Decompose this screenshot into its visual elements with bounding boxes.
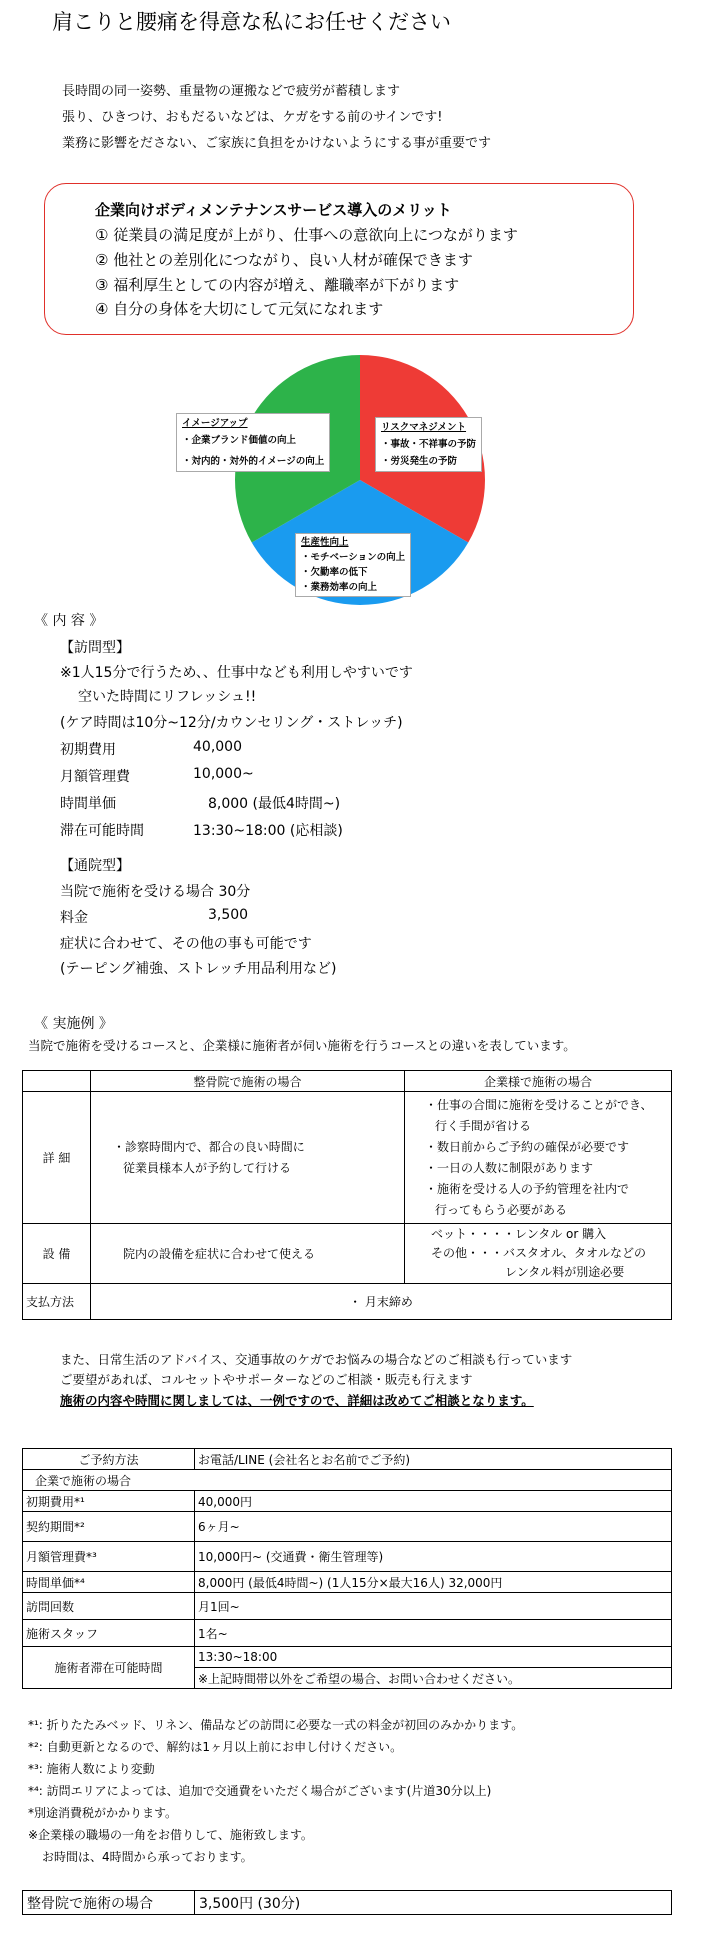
- benefit-pie: [170, 355, 490, 605]
- price-section-label: 企業で施術の場合: [23, 1470, 672, 1491]
- visit-row-label-1: 初期費用: [60, 742, 116, 758]
- price-value-5: 月1回~: [195, 1593, 672, 1620]
- visit-row-label-4: 滞在可能時間: [60, 823, 144, 839]
- pie-productivity-item-1: ・モチベーションの向上: [301, 552, 406, 563]
- price-value-6: 1名~: [195, 1620, 672, 1647]
- pie-label-productivity: [295, 533, 411, 597]
- equipment-company-line-3: レンタル料が別途必要: [505, 1265, 625, 1279]
- pie-risk-item-2: ・労災発生の予防: [381, 456, 458, 467]
- price-label-2: 契約期間*²: [23, 1512, 195, 1542]
- visit-heading: 【訪問型】: [60, 640, 130, 656]
- footnote-7: お時間は、4時間から承っております。: [42, 1850, 253, 1864]
- visit-row-value-3: 8,000 (最低4時間~): [208, 796, 341, 812]
- price-label-4: 時間単価*⁴: [23, 1572, 195, 1593]
- note-mid-1: また、日常生活のアドバイス、交通事故のケガでお悩みの場合などのご相談も行っています: [60, 1352, 573, 1367]
- detail-clinic-cell: [91, 1092, 405, 1224]
- price-value-1: 40,000円: [195, 1491, 672, 1512]
- pie-risk-title: リスクマネジメント: [381, 422, 467, 433]
- visit-row-value-1: 40,000: [193, 739, 242, 755]
- clinic-line-2: 症状に合わせて、その他の事も可能です: [60, 936, 312, 952]
- footnote-1: *¹: 折りたたみベッド、リネン、備品などの訪問に必要な一式の料金が初回のみかかります。: [28, 1718, 524, 1732]
- detail-company-line-4: ・一日の人数に制限があります: [425, 1160, 594, 1175]
- pie-productivity-item-2: ・欠勤率の低下: [301, 567, 368, 578]
- implementation-table: [22, 1070, 672, 1320]
- pie-risk-item-1: ・事故・不祥事の予防: [381, 439, 477, 450]
- detail-clinic-line-2: 従業員様本人が予約して行ける: [123, 1160, 292, 1175]
- pie-image-title: イメージアップ: [182, 418, 248, 429]
- price-value-3: 10,000円~ (交通費・衛生管理等): [195, 1542, 672, 1572]
- row-payment-label: 支払方法: [23, 1284, 91, 1320]
- content-heading: 《 内 容 》: [34, 613, 104, 629]
- price-label-3: 月額管理費*³: [23, 1542, 195, 1572]
- col-clinic-header: 整骨院で施術の場合: [91, 1071, 405, 1092]
- footnote-5: *別途消費税がかかります。: [28, 1806, 178, 1820]
- clinic-fee-value: 3,500: [208, 907, 249, 923]
- merit-title: 企業向けボディメンテナンスサービス導入のメリット: [95, 201, 452, 219]
- detail-company-line-1: ・仕事の合間に施術を受けることができ、: [425, 1097, 653, 1112]
- price-value-4: 8,000円 (最低4時間~) (1人15分×最大16人) 32,000円: [195, 1572, 672, 1593]
- equipment-company-line-2: その他・・・バスタオル、タオルなどの: [431, 1246, 647, 1260]
- example-desc: 当院で施術を受けるコースと、企業様に施術者が伺い施術を行うコースとの違いを表しています。: [28, 1038, 576, 1053]
- row-detail-label: 詳 細: [23, 1092, 91, 1224]
- pie-image-item-1: ・企業ブランド価値の向上: [182, 435, 297, 446]
- col-company-header: 企業様で施術の場合: [405, 1071, 672, 1092]
- visit-row-value-4: 13:30~18:00 (応相談): [193, 823, 343, 839]
- visit-line-3: (ケア時間は10分~12分/カウンセリング・ストレッチ): [60, 715, 403, 731]
- equipment-clinic-cell: 院内の設備を症状に合わせて使える: [91, 1224, 405, 1284]
- table-corner: [23, 1071, 91, 1092]
- detail-company-cell: [405, 1092, 672, 1224]
- price-label-6: 施術スタッフ: [23, 1620, 195, 1647]
- merit-item-2: ② 他社との差別化につながり、良い人材が確保できます: [95, 251, 473, 269]
- pie-label-risk: [375, 417, 482, 472]
- note-mid-3: 施術の内容や時間に関しましては、一例ですので、詳細は改めてご相談となります。: [60, 1393, 534, 1408]
- reserve-value: お電話/LINE (会社名とお名前でご予約): [195, 1449, 672, 1470]
- visit-line-1: ※1人15分で行うため、、仕事中なども利用しやすいです: [60, 665, 413, 681]
- note-mid-2: ご要望があれば、コルセットやサポーターなどのご相談・販売も行えます: [60, 1372, 473, 1387]
- detail-company-line-5: ・施術を受ける人の予約管理を社内で: [425, 1181, 630, 1196]
- stay-note: ※上記時間帯以外をご希望の場合、お問い合わせください。: [195, 1668, 672, 1689]
- price-value-2: 6ヶ月~: [195, 1512, 672, 1542]
- clinic-heading: 【通院型】: [60, 858, 130, 874]
- stay-label: 施術者滞在可能時間: [23, 1647, 195, 1689]
- page-title: 肩こりと腰痛を得意な私にお任せください: [52, 10, 451, 34]
- price-label-1: 初期費用*¹: [23, 1491, 195, 1512]
- intro-line-1: 長時間の同一姿勢、重量物の運搬などで疲労が蓄積します: [62, 84, 401, 99]
- price-table: [22, 1448, 672, 1689]
- visit-row-label-2: 月額管理費: [60, 769, 130, 785]
- example-heading: 《 実施例 》: [34, 1016, 113, 1032]
- detail-company-line-3: ・数日前からご予約の確保が必要です: [425, 1139, 630, 1154]
- pie-image-item-2: ・対内的・対外的イメージの向上: [182, 456, 325, 467]
- payment-cell: ・ 月末締め: [91, 1284, 672, 1320]
- detail-company-line-2: 行く手間が省ける: [435, 1118, 532, 1133]
- clinic-price-label: 整骨院で施術の場合: [23, 1891, 195, 1915]
- intro-line-3: 業務に影響をださない、ご家族に負担をかけないようにする事が重要です: [62, 136, 492, 151]
- pie-productivity-item-3: ・業務効率の向上: [301, 582, 378, 593]
- price-label-5: 訪問回数: [23, 1593, 195, 1620]
- visit-line-2: 空いた時間にリフレッシュ!!: [78, 689, 257, 705]
- footnote-2: *²: 自動更新となるので、解約は1ヶ月以上前にお申し付けください。: [28, 1740, 403, 1754]
- merit-item-4: ④ 自分の身体を大切にして元気になれます: [95, 300, 384, 318]
- detail-company-line-6: 行ってもらう必要がある: [435, 1202, 568, 1217]
- reserve-label: ご予約方法: [23, 1449, 195, 1470]
- pie-label-image: [176, 413, 330, 472]
- clinic-price-table: [22, 1890, 672, 1915]
- stay-value: 13:30~18:00: [195, 1647, 672, 1668]
- equipment-company-cell: [405, 1224, 672, 1284]
- footnote-4: *⁴: 訪問エリアによっては、追加で交通費をいただく場合がございます(片道30分以上): [28, 1784, 492, 1798]
- pie-productivity-title: 生産性向上: [301, 537, 349, 548]
- clinic-line-3: (テーピング補強、ストレッチ用品利用など): [60, 961, 337, 977]
- clinic-fee-label: 料金: [60, 910, 88, 926]
- visit-row-value-2: 10,000~: [193, 766, 254, 782]
- detail-clinic-line-1: ・診察時間内で、都合の良い時間に: [113, 1139, 305, 1154]
- clinic-line-1: 当院で施術を受ける場合 30分: [60, 884, 251, 900]
- visit-row-label-3: 時間単価: [60, 796, 116, 812]
- clinic-price-value: 3,500円 (30分): [195, 1891, 672, 1915]
- merit-item-3: ③ 福利厚生としての内容が増え、離職率が下がります: [95, 276, 460, 294]
- row-equipment-label: 設 備: [23, 1224, 91, 1284]
- footnote-6: ※企業様の職場の一角をお借りして、施術致します。: [28, 1828, 313, 1842]
- intro-line-2: 張り、ひきつけ、おもだるいなどは、ケガをする前のサインです!: [62, 110, 443, 125]
- footnote-3: *³: 施術人数により変動: [28, 1762, 155, 1776]
- equipment-company-line-1: ベット・・・・レンタル or 購入: [431, 1227, 607, 1241]
- merit-item-1: ① 従業員の満足度が上がり、仕事への意欲向上につながります: [95, 226, 518, 244]
